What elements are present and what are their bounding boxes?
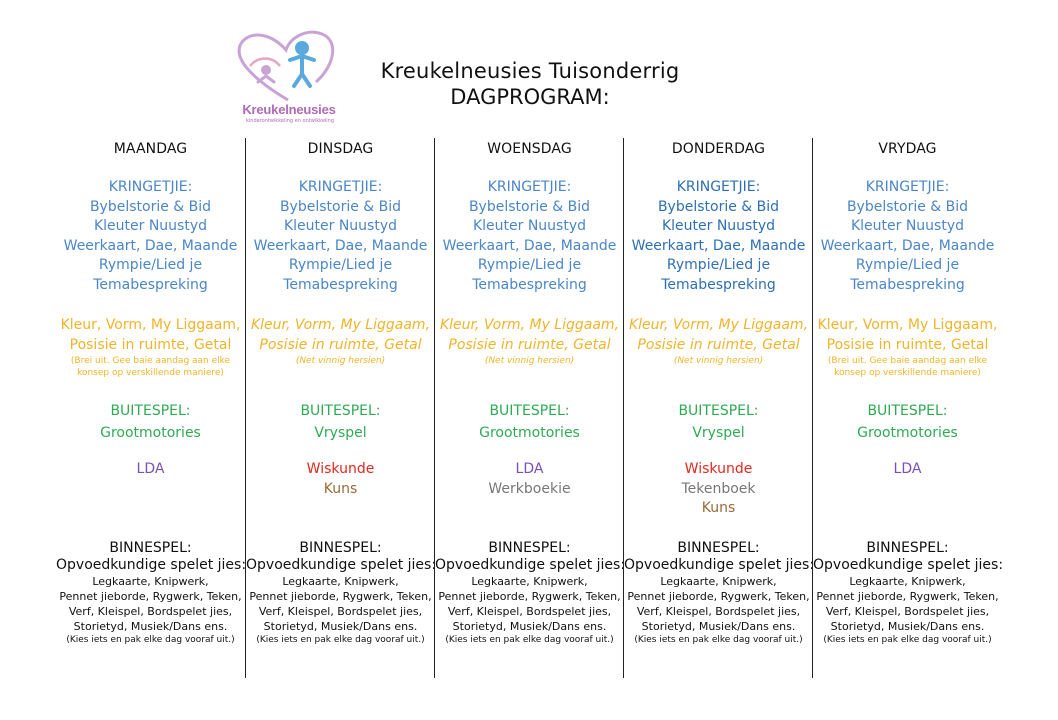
konsep-item: Kleur, Vorm, My Liggaam,	[60, 317, 241, 333]
buitespel-item: Grootmotories	[100, 425, 201, 441]
kringetjie-item: Weerkaart, Dae, Maande	[253, 237, 428, 254]
konsep-block	[246, 316, 435, 367]
day-column-maandag	[56, 138, 245, 678]
binnespel-heading: BINNESPEL:	[677, 540, 760, 556]
activity-item: Werkboekie	[488, 480, 571, 497]
kringetjie-item: Bybelstorie & Bid	[657, 198, 780, 215]
binnespel-item: Pennet jieborde, Rygwerk, Teken,	[249, 590, 432, 603]
binnespel-block	[624, 540, 813, 647]
buitespel-heading: BUITESPEL:	[110, 403, 191, 419]
binnespel-item: Verf, Kleispel, Bordspelet jies,	[447, 605, 612, 618]
activity-block	[813, 460, 1002, 480]
binnespel-subheading: Opvoedkundige spelet jies:	[813, 557, 1004, 573]
binnespel-item: Pennet jieborde, Rygwerk, Teken,	[438, 590, 621, 603]
activity-block	[624, 460, 813, 519]
activity-item: Wiskunde	[684, 461, 753, 477]
konsep-item: Kleur, Vorm, My Liggaam,	[439, 317, 620, 333]
binnespel-item: Legkaarte, Knipwerk,	[849, 575, 966, 588]
buitespel-heading: BUITESPEL:	[678, 403, 759, 419]
konsep-item: Posisie in ruimte, Getal	[448, 336, 611, 353]
konsep-note: (Net vinnig hersien)	[673, 356, 764, 366]
kringetjie-item: Kleuter Nuustyd	[93, 218, 208, 234]
kringetjie-block	[813, 178, 1002, 295]
konsep-item: Posisie in ruimte, Getal	[69, 336, 232, 353]
buitespel-block	[435, 400, 624, 444]
day-column-dinsdag	[245, 138, 435, 678]
kringetjie-item: Kleuter Nuustyd	[850, 218, 965, 234]
binnespel-item: Pennet jieborde, Rygwerk, Teken,	[59, 590, 242, 603]
binnespel-heading: BINNESPEL:	[109, 540, 192, 556]
page-header	[330, 58, 730, 110]
kringetjie-item: Bybelstorie & Bid	[89, 198, 212, 215]
konsep-note: konsep op verskillende maniere)	[834, 368, 981, 378]
kringetjie-item: Rympie/Lied je	[98, 257, 203, 273]
binnespel-item: Storietyd, Musiek/Dans ens.	[641, 620, 796, 633]
buitespel-heading: BUITESPEL:	[489, 403, 570, 419]
konsep-block	[435, 316, 624, 367]
activity-item: LDA	[893, 461, 922, 477]
binnespel-subheading: Opvoedkundige spelet jies:	[56, 557, 247, 573]
kringetjie-heading: KRINGETJIE:	[865, 179, 950, 195]
activity-item: Tekenboek	[681, 480, 756, 497]
activity-block	[56, 460, 245, 480]
kringetjie-heading: KRINGETJIE:	[108, 179, 193, 195]
binnespel-item: Verf, Kleispel, Bordspelet jies,	[825, 605, 990, 618]
day-heading: VRYDAG	[878, 141, 937, 157]
binnespel-item: Storietyd, Musiek/Dans ens.	[830, 620, 985, 633]
kringetjie-heading: KRINGETJIE:	[487, 179, 572, 195]
buitespel-block	[624, 400, 813, 444]
kringetjie-item: Temabespreking	[93, 276, 208, 293]
konsep-item: Posisie in ruimte, Getal	[826, 336, 989, 353]
day-heading: DINSDAG	[307, 141, 374, 157]
binnespel-heading: BINNESPEL:	[299, 540, 382, 556]
day-heading: MAANDAG	[113, 141, 188, 157]
logo-tagline: kinderontwikkeling en ontwikkeling	[245, 118, 335, 124]
binnespel-block	[813, 540, 1002, 647]
binnespel-subheading: Opvoedkundige spelet jies:	[246, 557, 437, 573]
logo-wordmark: Kreukelneusies	[242, 102, 336, 117]
day-column-donderdag	[623, 138, 813, 678]
buitespel-heading: BUITESPEL:	[867, 403, 948, 419]
kringetjie-item: Rympie/Lied je	[288, 257, 393, 273]
kringetjie-block	[435, 178, 624, 295]
binnespel-item: Legkaarte, Knipwerk,	[660, 575, 777, 588]
kringetjie-item: Temabespreking	[661, 276, 776, 293]
konsep-item: Kleur, Vorm, My Liggaam,	[250, 317, 431, 333]
konsep-block	[813, 316, 1002, 379]
konsep-block	[624, 316, 813, 367]
buitespel-item: Grootmotories	[857, 425, 958, 441]
binnespel-heading: BINNESPEL:	[488, 540, 571, 556]
binnespel-heading: BINNESPEL:	[866, 540, 949, 556]
binnespel-block	[246, 540, 435, 647]
kringetjie-item: Weerkaart, Dae, Maande	[631, 237, 806, 254]
binnespel-item: Pennet jieborde, Rygwerk, Teken,	[627, 590, 810, 603]
buitespel-block	[813, 400, 1002, 444]
kringetjie-item: Rympie/Lied je	[477, 257, 582, 273]
binnespel-subheading: Opvoedkundige spelet jies:	[435, 557, 626, 573]
konsep-item: Kleur, Vorm, My Liggaam,	[817, 317, 998, 333]
buitespel-item: Vryspel	[692, 425, 745, 441]
activity-block	[246, 460, 435, 499]
binnespel-item: Pennet jieborde, Rygwerk, Teken,	[816, 590, 999, 603]
binnespel-item: Verf, Kleispel, Bordspelet jies,	[636, 605, 801, 618]
binnespel-item: Storietyd, Musiek/Dans ens.	[263, 620, 418, 633]
activity-item: LDA	[515, 461, 544, 477]
kringetjie-block	[56, 178, 245, 295]
buitespel-item: Vryspel	[314, 425, 367, 441]
activity-item: Kuns	[323, 480, 358, 497]
day-heading: WOENSDAG	[487, 141, 572, 157]
binnespel-note: (Kies iets en pak elke dag vooraf uit.)	[256, 635, 425, 645]
day-heading: DONDERDAG	[671, 141, 766, 157]
binnespel-block	[435, 540, 624, 647]
binnespel-subheading: Opvoedkundige spelet jies:	[624, 557, 815, 573]
kringetjie-item: Bybelstorie & Bid	[846, 198, 969, 215]
activity-item: LDA	[136, 461, 165, 477]
kringetjie-item: Rympie/Lied je	[855, 257, 960, 273]
page-title: Kreukelneusies Tuisonderrig	[380, 59, 680, 83]
kringetjie-item: Temabespreking	[283, 276, 398, 293]
kringetjie-block	[624, 178, 813, 295]
binnespel-note: (Kies iets en pak elke dag vooraf uit.)	[823, 635, 992, 645]
kringetjie-item: Bybelstorie & Bid	[468, 198, 591, 215]
kringetjie-item: Rympie/Lied je	[666, 257, 771, 273]
konsep-note: konsep op verskillende maniere)	[77, 368, 224, 378]
konsep-note: (Net vinnig hersien)	[484, 356, 575, 366]
page-subtitle: DAGPROGRAM:	[450, 85, 610, 109]
kringetjie-item: Weerkaart, Dae, Maande	[63, 237, 238, 254]
konsep-note: (Net vinnig hersien)	[295, 356, 386, 366]
buitespel-heading: BUITESPEL:	[300, 403, 381, 419]
konsep-item: Posisie in ruimte, Getal	[259, 336, 422, 353]
binnespel-note: (Kies iets en pak elke dag vooraf uit.)	[634, 635, 803, 645]
kringetjie-item: Weerkaart, Dae, Maande	[820, 237, 995, 254]
binnespel-item: Verf, Kleispel, Bordspelet jies,	[68, 605, 233, 618]
kringetjie-item: Bybelstorie & Bid	[279, 198, 402, 215]
binnespel-note: (Kies iets en pak elke dag vooraf uit.)	[66, 635, 235, 645]
kringetjie-item: Temabespreking	[472, 276, 587, 293]
activity-item: Wiskunde	[306, 461, 375, 477]
konsep-note: (Brei uit. Gee baie aandag aan elke	[827, 356, 988, 366]
binnespel-item: Legkaarte, Knipwerk,	[471, 575, 588, 588]
konsep-item: Kleur, Vorm, My Liggaam,	[628, 317, 809, 333]
activity-item: Kuns	[701, 500, 736, 516]
konsep-block	[56, 316, 245, 379]
kringetjie-item: Kleuter Nuustyd	[472, 218, 587, 234]
kringetjie-item: Kleuter Nuustyd	[283, 218, 398, 234]
kringetjie-block	[246, 178, 435, 295]
buitespel-item: Grootmotories	[479, 425, 580, 441]
kringetjie-item: Weerkaart, Dae, Maande	[442, 237, 617, 254]
binnespel-item: Storietyd, Musiek/Dans ens.	[73, 620, 228, 633]
binnespel-item: Storietyd, Musiek/Dans ens.	[452, 620, 607, 633]
buitespel-block	[246, 400, 435, 444]
buitespel-block	[56, 400, 245, 444]
binnespel-item: Legkaarte, Knipwerk,	[92, 575, 209, 588]
konsep-item: Posisie in ruimte, Getal	[637, 336, 800, 353]
kringetjie-heading: KRINGETJIE:	[298, 179, 383, 195]
binnespel-item: Legkaarte, Knipwerk,	[282, 575, 399, 588]
kringetjie-item: Kleuter Nuustyd	[661, 218, 776, 234]
binnespel-note: (Kies iets en pak elke dag vooraf uit.)	[445, 635, 614, 645]
binnespel-block	[56, 540, 245, 647]
binnespel-item: Verf, Kleispel, Bordspelet jies,	[258, 605, 423, 618]
day-column-woensdag	[434, 138, 624, 678]
konsep-note: (Brei uit. Gee baie aandag aan elke	[70, 356, 231, 366]
schedule-columns	[56, 138, 1006, 678]
kringetjie-heading: KRINGETJIE:	[676, 179, 761, 195]
activity-block	[435, 460, 624, 499]
kringetjie-item: Temabespreking	[850, 276, 965, 293]
day-column-vrydag	[812, 138, 1002, 678]
